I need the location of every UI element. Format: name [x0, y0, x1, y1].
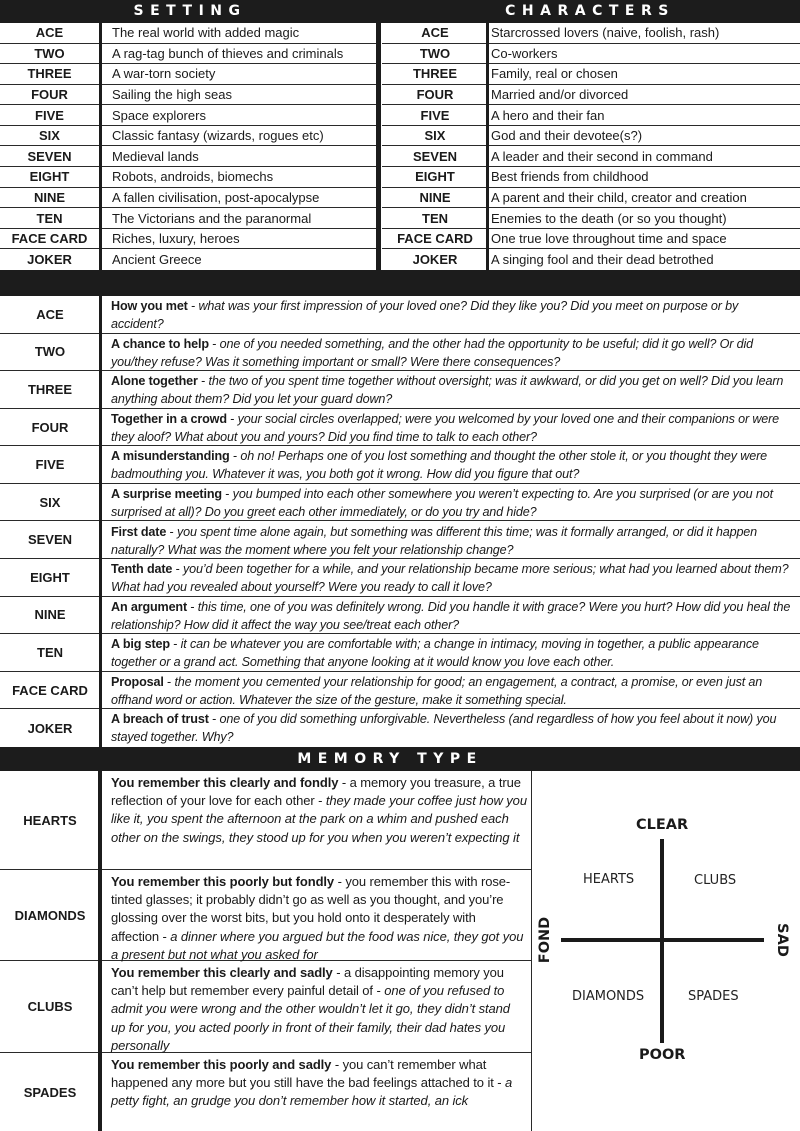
prompt-description: one of you needed something, and the other had the opportunity to be useful; did it go well? Or did you/they refuse? Was it something important or small? Were there consequences? [111, 336, 754, 369]
memory-key: HEARTS [23, 812, 77, 828]
table-row [0, 249, 377, 270]
prompt-description: oh no! Perhaps one of you lost something and thought the other stole it, or you thought they were badmouthing you. Whatever it was, you both got it wrong. How did you figure that out? [111, 449, 767, 482]
memory-text [111, 1056, 527, 1111]
prompt-title: A breach of trust [111, 712, 209, 727]
divider [376, 23, 381, 270]
memory-title: You remember this poorly and sadly [111, 1057, 332, 1072]
prompt-key: FOUR [31, 419, 69, 435]
prompt-description: you bumped into each other somewhere you weren’t expecting to. Are you surprised (or are you not surprised at all)? Do you greet each other immediately, or do you try and hide? [111, 486, 773, 519]
row-key: JOKER [27, 252, 72, 268]
row-key: SEVEN [27, 148, 72, 164]
prompt-row [0, 409, 800, 447]
row-key: FOUR [416, 87, 454, 103]
table-row [0, 147, 377, 168]
memory-row [0, 1053, 531, 1131]
row-value: Robots, androids, biomechs [112, 169, 274, 185]
row-key: FIVE [35, 107, 64, 123]
prompt-row [0, 634, 800, 672]
prompt-separator: - [187, 299, 199, 313]
row-key: TWO [34, 45, 65, 61]
prompt-key: TWO [34, 344, 66, 360]
prompt-row [0, 709, 800, 747]
prompt-text [111, 410, 794, 446]
prompt-title: Proposal [111, 674, 164, 689]
prompt-separator: - [187, 599, 198, 614]
row-key: JOKER [412, 252, 458, 268]
prompt-row [0, 522, 800, 560]
divider [98, 771, 102, 1131]
memory-row [0, 961, 531, 1053]
quadrant-hearts: HEARTS [583, 872, 635, 887]
table-row [382, 126, 800, 147]
row-value: Enemies to the death (or so you thought) [491, 210, 727, 226]
memory-key: CLUBS [27, 999, 73, 1014]
prompt-text [111, 710, 794, 746]
row-value: A war-torn society [112, 66, 216, 82]
prompt-key: EIGHT [30, 569, 70, 585]
row-key: ACE [35, 25, 64, 41]
prompt-description: you’d been together for a while, and your relationship became more serious; what had you learned about them? What had you revealed about yourself? Were you ready to call it love? [111, 562, 789, 595]
row-key: SIX [424, 128, 446, 144]
divider-band [0, 270, 800, 296]
prompt-key: TEN [37, 645, 63, 661]
prompt-row [0, 597, 800, 635]
prompt-text [111, 598, 794, 634]
table-row [382, 147, 800, 168]
table-row [382, 188, 800, 209]
row-key: FOUR [31, 87, 68, 103]
prompt-title: Together in a crowd [111, 411, 227, 426]
divider [486, 23, 489, 270]
table-row [0, 85, 377, 106]
prompt-description: it can be whatever you are comfortable with; a change in intimacy, moving in together, a public appearance together or a grand act. Something that anyone looking at it would know you love each other. [111, 637, 759, 670]
table-row [0, 188, 377, 209]
characters-title: CHARACTERS [505, 3, 675, 19]
memory-examples: a dinner where you argued but the food was nice, they got you a present but not what you asked for [111, 928, 524, 962]
memory-description: - you can’t remember what happened any more but you still have the bad feelings attached to it - [111, 1057, 505, 1091]
table-row [382, 249, 800, 270]
prompt-separator: - [208, 712, 220, 727]
table-row [382, 167, 800, 188]
prompt-description: this time, one of you was definitely wrong. Did you handle it with grace? Were you hurt? How did you heal the relationship? How did it affect the way you see/treat each other? [111, 599, 791, 632]
row-key: TEN [422, 210, 448, 226]
prompt-description: you spent time alone again, but something was different this time; was it formally arranged, or did it happen naturally? What was the moment where you felt your relationship change? [111, 524, 758, 557]
row-key: EIGHT [29, 169, 70, 185]
table-row [0, 126, 377, 147]
prompt-description: one of you did something unforgivable. Nevertheless (and regardless of how you feel about it now) you stayed together. Why? [111, 712, 777, 745]
prompt-row [0, 559, 800, 597]
quadrant-clubs: CLUBS [694, 873, 737, 888]
table-row [382, 44, 800, 65]
prompt-description: your social circles overlapped; were you welcomed by your loved one and their companions or were they aloof? What about you and yours? Did you find time to talk to each other? [111, 411, 780, 444]
memory-text [111, 774, 527, 847]
memory-text [111, 964, 527, 1055]
prompt-separator: - [226, 411, 238, 426]
prompt-separator: - [208, 336, 220, 351]
row-value: Starcrossed lovers (naive, foolish, rash) [491, 25, 720, 41]
quadrant-spades: SPADES [688, 989, 739, 1004]
axis-label-sad: SAD [773, 923, 790, 957]
prompt-text [111, 560, 794, 596]
row-value: A singing fool and their dead betrothed [491, 252, 714, 268]
table-row [382, 105, 800, 126]
memory-row [0, 870, 531, 961]
row-key: TEN [36, 210, 63, 226]
table-row [0, 23, 377, 44]
prompt-separator: - [166, 524, 177, 539]
prompt-description: the two of you spent time together without oversight; was it awkward, or did you get on well? Did you learn anything about them? Did you let your guard down? [111, 374, 784, 407]
characters-table [382, 23, 800, 270]
prompt-key: NINE [34, 607, 66, 623]
memory-title: MEMORY TYPE [297, 751, 483, 767]
row-key: SEVEN [412, 148, 458, 164]
prompt-key: FIVE [35, 457, 65, 473]
memory-title: You remember this clearly and sadly [111, 965, 333, 980]
table-row [0, 105, 377, 126]
memory-title: You remember this clearly and fondly [111, 775, 339, 790]
prompt-text [111, 673, 794, 709]
table-row [382, 85, 800, 106]
table-row [0, 44, 377, 65]
row-key: THREE [27, 66, 72, 82]
prompt-key: FACE CARD [12, 682, 88, 698]
row-value: One true love throughout time and space [491, 231, 727, 247]
divider [99, 293, 102, 747]
table-row [382, 64, 800, 85]
memory-examples: a petty fight, an grudge you don’t remember how it started, an ick [111, 1075, 513, 1109]
setting-title: SETTING [133, 3, 247, 19]
prompt-text [111, 297, 794, 333]
prompt-key: SIX [39, 494, 61, 510]
prompt-text [111, 523, 794, 559]
table-row [382, 229, 800, 250]
prompt-title: Alone together [111, 374, 198, 389]
memory-description: - a disappointing memory you can’t help but remember every painful detail of - [111, 965, 504, 999]
prompt-row [0, 672, 800, 710]
row-value: A leader and their second in command [491, 148, 713, 164]
row-value: The real world with added magic [112, 25, 300, 41]
prompt-description: what was your first impression of your loved one? Did they like you? Did you meet on purpose or by accident? [111, 299, 739, 331]
row-key: FACE CARD [397, 231, 473, 247]
memory-row [0, 771, 531, 870]
prompt-description: the moment you cemented your relationship for good; an engagement, a contract, a promise, or even just an offhand word or action. Whatever the size of the gesture, make it something special. [111, 674, 763, 707]
memory-diagram [531, 771, 800, 1131]
row-value: Classic fantasy (wizards, rogues etc) [112, 128, 324, 144]
prompt-row [0, 484, 800, 522]
prompt-row [0, 296, 800, 334]
prompt-title: Tenth date [111, 562, 173, 577]
prompt-title: A chance to help [111, 336, 209, 351]
row-value: Family, real or chosen [491, 66, 618, 82]
row-value: Sailing the high seas [112, 87, 232, 103]
prompt-title: A misunderstanding [111, 449, 230, 464]
row-key: NINE [33, 189, 66, 205]
table-row [382, 208, 800, 229]
row-value: The Victorians and the paranormal [112, 210, 312, 226]
table-row [382, 23, 800, 44]
prompt-title: A big step [111, 637, 170, 652]
prompt-key: ACE [36, 306, 64, 322]
memory-examples: they made your coffee just how you like it, you spent the afternoon at the park on a whim and pushed each other on the swings, they stood up for you when you weren’t expecting it [111, 793, 527, 845]
prompt-key: SEVEN [27, 532, 73, 548]
table-row [0, 229, 377, 250]
row-value: Ancient Greece [112, 252, 202, 268]
row-value: Best friends from childhood [491, 169, 649, 185]
row-value: God and their devotee(s?) [491, 128, 643, 144]
memory-title: You remember this poorly but fondly [111, 874, 335, 889]
prompt-separator: - [197, 374, 209, 389]
prompt-text [111, 372, 794, 408]
axis-label-fond: FOND [537, 916, 554, 964]
row-value: A rag-tag bunch of thieves and criminals [112, 45, 344, 61]
axis-label-poor: POOR [639, 1047, 686, 1063]
prompt-title: A surprise meeting [111, 486, 222, 501]
prompt-separator: - [229, 449, 241, 464]
prompt-text [111, 635, 794, 671]
row-value: A hero and their fan [491, 107, 605, 123]
prompt-text [111, 485, 794, 521]
prompt-title: First date [111, 524, 167, 539]
row-key: FACE CARD [11, 231, 88, 247]
row-key: THREE [412, 66, 458, 82]
row-value: Co-workers [491, 45, 558, 61]
row-key: FIVE [420, 107, 450, 123]
memory-text [111, 873, 527, 964]
prompt-row [0, 446, 800, 484]
table-row [0, 167, 377, 188]
prompt-key: JOKER [27, 720, 73, 736]
memory-description: - a memory you treasure, a true reflection of your love for each other - [111, 775, 521, 809]
prompt-row [0, 371, 800, 409]
prompt-text [111, 447, 794, 483]
row-value: Riches, luxury, heroes [112, 231, 240, 247]
table-row [0, 208, 377, 229]
prompt-separator: - [163, 674, 175, 689]
row-value: A fallen civilisation, post-apocalypse [112, 189, 320, 205]
prompt-separator: - [172, 562, 183, 577]
prompt-separator: - [221, 486, 233, 501]
memory-description: - you remember this with rose-tinted glasses; it probably didn’t go as well as you thought, and you’re glossing over the worst bits, but you hold onto it desperately with affection - [111, 874, 511, 944]
memory-examples: one of you refused to admit you were wrong and the other wouldn’t let it go, they didn’t stand up for you, you acted poorly in front of their family, their dad hates you personally [111, 983, 510, 1053]
memory-key: SPADES [23, 1084, 77, 1100]
prompt-row [0, 334, 800, 372]
prompt-separator: - [169, 637, 181, 652]
row-key: SIX [39, 128, 60, 144]
setting-table [0, 23, 377, 270]
row-value: Space explorers [112, 107, 206, 123]
row-key: NINE [419, 189, 451, 205]
memory-key: DIAMONDS [14, 907, 86, 923]
row-value: A parent and their child, creator and creation [491, 189, 747, 205]
prompt-key: THREE [27, 381, 73, 397]
row-value: Married and/or divorced [491, 87, 629, 103]
row-value: Medieval lands [112, 148, 199, 164]
row-key: TWO [419, 45, 451, 61]
prompt-text [111, 335, 794, 371]
table-row [0, 64, 377, 85]
prompt-title: How you met [111, 299, 188, 313]
quadrant-diamonds: DIAMONDS [572, 989, 645, 1004]
divider [99, 23, 102, 270]
prompt-title: An argument [111, 599, 188, 614]
row-key: ACE [421, 25, 449, 41]
axis-label-clear: CLEAR [636, 817, 689, 833]
row-key: EIGHT [415, 169, 455, 185]
